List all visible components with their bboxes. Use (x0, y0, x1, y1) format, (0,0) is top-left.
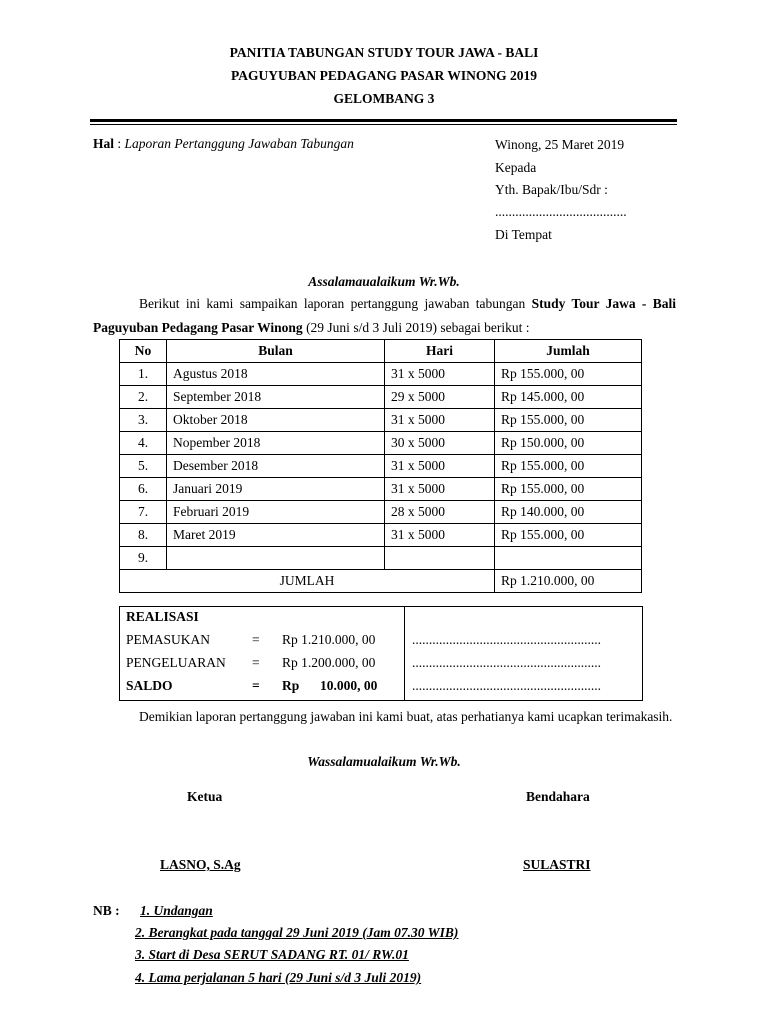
nb-item-text: 2. Berangkat pada tanggal 29 Juni 2019 (Jam 07.30 WIB) (135, 925, 459, 940)
saldo-amount: 10.000, 00 (320, 678, 378, 693)
cell-no: 5. (120, 455, 167, 478)
cell-no: 7. (120, 501, 167, 524)
cell-hari: 31 x 5000 (385, 363, 495, 386)
cell-no: 3. (120, 409, 167, 432)
total-label: JUMLAH (120, 570, 495, 593)
cell-bulan: September 2018 (167, 386, 385, 409)
cell-hari: 31 x 5000 (385, 409, 495, 432)
cell-no: 4. (120, 432, 167, 455)
pemasukan-dots: ........................................................ (412, 632, 601, 647)
cell-hari (385, 547, 495, 570)
intro-text-1: Berikut ini kami sampaikan laporan pertanggung jawaban tabungan (139, 296, 532, 311)
table-row (120, 524, 642, 547)
nb-item (135, 925, 458, 941)
cell-jumlah: Rp 145.000, 00 (495, 386, 642, 409)
addressee-kepada: Kepada (495, 160, 537, 175)
cell-jumlah: Rp 155.000, 00 (495, 363, 642, 386)
signature-right-title: Bendahara (526, 789, 590, 804)
pengeluaran-label: PENGELUARAN (126, 655, 226, 670)
pengeluaran-eq: = (252, 655, 260, 670)
pemasukan-eq: = (252, 632, 260, 647)
table-row (120, 363, 642, 386)
nb-item-text: 3. Start di Desa SERUT SADANG RT. 01/ RW.01 (135, 947, 409, 962)
col-header-bulan: Bulan (167, 340, 385, 363)
cell-hari: 31 x 5000 (385, 478, 495, 501)
header-line-1: PANITIA TABUNGAN STUDY TOUR JAWA - BALI (229, 45, 539, 60)
greeting: Assalamaualaikum Wr.Wb. (308, 274, 460, 289)
pengeluaran-dots: ........................................................ (412, 655, 601, 670)
table-row (120, 409, 642, 432)
intro-text-bold: Study Tour Jawa - Bali Paguyuban Pedagang Pasar Winong (93, 296, 676, 335)
header-line-3: GELOMBANG 3 (333, 91, 435, 106)
cell-bulan: Oktober 2018 (167, 409, 385, 432)
table-row (120, 432, 642, 455)
cell-jumlah: Rp 150.000, 00 (495, 432, 642, 455)
cell-jumlah: Rp 155.000, 00 (495, 478, 642, 501)
cell-jumlah: Rp 140.000, 00 (495, 501, 642, 524)
pengeluaran-value: Rp 1.200.000, 00 (282, 655, 376, 670)
closing-paragraph: Demikian laporan pertanggung jawaban ini kami buat, atas perhatianya kami ucapkan terimakasih. (139, 709, 673, 724)
letter-date: Winong, 25 Maret 2019 (495, 137, 625, 152)
total-value: Rp 1.210.000, 00 (495, 570, 642, 593)
hal-line (93, 136, 354, 152)
cell-hari: 29 x 5000 (385, 386, 495, 409)
cell-bulan: Agustus 2018 (167, 363, 385, 386)
signature-right-name: SULASTRI (523, 857, 591, 872)
realisasi-divider (404, 607, 405, 700)
cell-bulan: Januari 2019 (167, 478, 385, 501)
addressee-yth: Yth. Bapak/Ibu/Sdr : (495, 182, 608, 197)
table-header-row (120, 340, 642, 363)
nb-label: NB : (93, 903, 120, 918)
savings-table (119, 339, 642, 593)
col-header-hari: Hari (385, 340, 495, 363)
cell-jumlah (495, 547, 642, 570)
saldo-eq: = (252, 678, 260, 693)
hal-separator: : (117, 136, 122, 151)
cell-bulan: Maret 2019 (167, 524, 385, 547)
realisasi-box (119, 606, 643, 701)
farewell: Wassalamualaikum Wr.Wb. (307, 754, 461, 769)
intro-paragraph (93, 292, 676, 340)
header-rule-thin (90, 124, 677, 125)
table-row (120, 478, 642, 501)
col-header-no: No (120, 340, 167, 363)
nb-item (135, 947, 409, 963)
header-rule-thick (90, 119, 677, 122)
col-header-jumlah: Jumlah (495, 340, 642, 363)
cell-hari: 30 x 5000 (385, 432, 495, 455)
cell-no: 9. (120, 547, 167, 570)
cell-jumlah: Rp 155.000, 00 (495, 455, 642, 478)
saldo-rp: Rp (282, 678, 300, 693)
saldo-dots: ........................................................ (412, 678, 601, 693)
cell-no: 8. (120, 524, 167, 547)
signature-left-name: LASNO, S.Ag (160, 857, 241, 872)
cell-no: 6. (120, 478, 167, 501)
table-total-row (120, 570, 642, 593)
hal-subject: Laporan Pertanggung Jawaban Tabungan (124, 136, 354, 151)
table-row (120, 501, 642, 524)
cell-hari: 28 x 5000 (385, 501, 495, 524)
table-row (120, 455, 642, 478)
nb-item (140, 903, 213, 919)
cell-hari: 31 x 5000 (385, 524, 495, 547)
signature-left-title: Ketua (187, 789, 223, 804)
intro-text-2: (29 Juni s/d 3 Juli 2019) sebagai berikut : (302, 320, 530, 335)
nb-item-text: 1. Undangan (140, 903, 213, 918)
nb-item-text: 4. Lama perjalanan 5 hari (29 Juni s/d 3 Juli 2019) (135, 970, 422, 985)
cell-hari: 31 x 5000 (385, 455, 495, 478)
cell-bulan (167, 547, 385, 570)
cell-bulan: Desember 2018 (167, 455, 385, 478)
addressee-dots: ....................................... (495, 204, 627, 219)
cell-jumlah: Rp 155.000, 00 (495, 524, 642, 547)
cell-bulan: Nopember 2018 (167, 432, 385, 455)
cell-jumlah: Rp 155.000, 00 (495, 409, 642, 432)
addressee-tempat: Di Tempat (495, 227, 552, 242)
realisasi-title: REALISASI (126, 609, 199, 624)
hal-label: Hal (93, 136, 115, 151)
saldo-label: SALDO (126, 678, 173, 693)
cell-no: 2. (120, 386, 167, 409)
cell-no: 1. (120, 363, 167, 386)
table-row (120, 547, 642, 570)
pemasukan-value: Rp 1.210.000, 00 (282, 632, 376, 647)
header-line-2: PAGUYUBAN PEDAGANG PASAR WINONG 2019 (230, 68, 537, 83)
nb-item (135, 970, 421, 986)
cell-bulan: Februari 2019 (167, 501, 385, 524)
table-row (120, 386, 642, 409)
pemasukan-label: PEMASUKAN (126, 632, 211, 647)
